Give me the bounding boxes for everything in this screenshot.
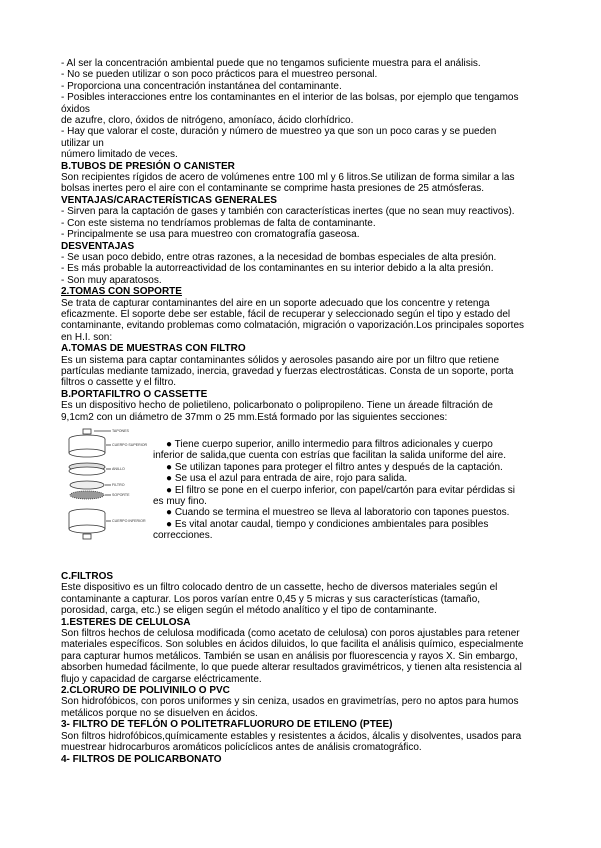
paragraph-line: flujo y capacidad de cargarse eléctricamente. xyxy=(61,673,262,685)
heading-cfiltros: C.FILTROS xyxy=(61,571,114,582)
paragraph-line: filtros o cassette y el filtro. xyxy=(61,377,177,389)
paragraph-line: materiales específicos. Son solubles en ácidos diluidos, lo que facilita el análisis químico, especialmente xyxy=(61,639,524,651)
list-item: ● Se utilizan tapones para proteger el filtro antes y después de la captación. xyxy=(166,461,503,473)
list-item: ● Es vital anotar caudal, tiempo y condiciones ambientales para posibles xyxy=(166,518,489,530)
list-item: ● El filtro se pone en el cuerpo inferior, con papel/cartón para evitar pérdidas si xyxy=(166,484,516,496)
paragraph-line: Este dispositivo es un filtro colocado dentro de un cassette, hecho de diversos materiales según el xyxy=(61,582,498,594)
paragraph-line: partículas mediante tamizado, inercia, gravedad y fuerzas electrostáticas. Consta de un soporte, porta xyxy=(61,365,514,377)
paragraph-line: bolsas inertes pero el aire con el contaminante se comprime hasta presiones de 25 atmósferas. xyxy=(61,183,485,195)
paragraph-line: Se trata de capturar contaminantes del aire en un soporte adecuado que los concentre y retenga xyxy=(61,297,490,309)
paragraph-line: - Con este sistema no tendríamos problemas de falta de contaminante. xyxy=(61,217,376,229)
list-item: ● Tiene cuerpo superior, anillo intermedio para filtros adicionales y cuerpo xyxy=(166,439,493,450)
heading-tubos: B.TUBOS DE PRESIÓN O CANISTER xyxy=(61,160,235,172)
paragraph-line: porosidad, carga, etc.) se eligen según el método analítico y el tipo de contaminante. xyxy=(61,605,437,617)
heading-policarbonato: 4- FILTROS DE POLICARBONATO xyxy=(61,753,222,765)
heading-ventajas: VENTAJAS/CARACTERÍSTICAS GENERALES xyxy=(61,194,277,206)
paragraph-line: Son filtros hechos de celulosa modificada (como acetato de celulosa) con poros ajustables para retener xyxy=(61,628,520,640)
paragraph-line: muestrear hidrocarburos aromáticos policíclicos antes de análisis cromatográfico. xyxy=(61,742,422,754)
heading-portafiltro: B.PORTAFILTRO O CASSETTE xyxy=(61,388,208,400)
cassette-bullet-list xyxy=(153,439,541,542)
paragraph-line: - Se usan poco debido, entre otras razones, a la necesidad de bombas especiales de alta presión. xyxy=(61,251,497,263)
text-column xyxy=(61,58,539,765)
figure-label: SOPORTE xyxy=(112,493,130,497)
paragraph-line: eficazmente. El soporte debe ser estable, fácil de recuperar y seleccionado según el tipo y estado del xyxy=(61,308,511,320)
heading-ptee: 3- FILTRO DE TEFLÓN O POLITETRAFLUORURO DE ETILENO (PTEE) xyxy=(61,719,393,731)
list-item: es muy fino. xyxy=(153,496,207,508)
paragraph-line: contaminante, evitando problemas como colmatación, migración o vaporización.Los principales soportes xyxy=(61,320,525,332)
intro-line: utilizar un xyxy=(61,137,104,149)
paragraph-line: absorben humedad fácilmente, lo que puede alterar resultados gravimétricos, y tienen alta resistencia al xyxy=(61,662,522,674)
figure-label: ANILLO xyxy=(112,467,125,471)
intro-line: de azufre, cloro, óxidos de nitrógeno, amoníaco, ácido clorhídrico. xyxy=(61,115,354,127)
paragraph-line: Es un sistema para captar contaminantes sólidos y aerosoles pasando aire por un filtro que retiene xyxy=(61,354,500,366)
paragraph-line: contaminante a capturar. Los poros varían entre 0,45 y 5 micras y sus características (tamaño, xyxy=(61,593,481,605)
intro-line: - Hay que valorar el coste, duración y número de muestreo ya que son un poco caras y se pueden xyxy=(61,126,497,138)
heading-pvc: 2.CLORURO DE POLIVINILO O PVC xyxy=(61,685,230,697)
intro-list xyxy=(61,58,539,161)
paragraph-line: 9,1cm2 con un diámetro de 37mm o 25 mm.Está formado por las siguientes secciones: xyxy=(61,411,448,423)
list-item: ● Se usa el azul para entrada de aire, rojo para salida. xyxy=(166,473,408,485)
paragraph-line: Son hidrofóbicos, con poros uniformes y sin ceniza, usados en gravimetrías, pero no aptos para humos xyxy=(61,696,519,708)
paragraph-line: Son recipientes rígidos de acero de volúmenes entre 100 ml y 6 litros.Se utilizan de forma similar a las xyxy=(61,172,515,184)
cap-shape xyxy=(83,429,91,434)
figure-label: TAPONES xyxy=(112,429,129,433)
intro-line: número limitado de veces. xyxy=(61,149,178,161)
figure-label: CUERPO INFERIOR xyxy=(112,519,146,523)
intro-line: - Proporciona una concentración instantánea del contaminante. xyxy=(61,80,342,92)
intro-line: - Posibles interacciones entre los contaminantes en el interior de las bolsas, por ejemplo que tengamos xyxy=(61,92,519,104)
paragraph-line: - Son muy aparatosos. xyxy=(61,274,162,286)
heading-esteres: 1.ESTERES DE CELULOSA xyxy=(61,616,191,628)
figure-label: FILTRO xyxy=(112,483,125,487)
paragraph-line: - Sirven para la captación de gases y también con características inertes (que no sean muy reactivos). xyxy=(61,206,515,218)
figure-label: CUERPO SUPERIOR xyxy=(112,443,148,447)
list-item: inferior de salida,que cuenta con estrías que facilitan la salida uniforme del aire. xyxy=(153,450,506,462)
intro-line: óxidos xyxy=(61,103,90,115)
paragraph-line: en H.I. son: xyxy=(61,331,113,343)
paragraph-line: para capturar humos metálicos. También se usan en análisis por fluorescencia y rayos X. Sin embargo, xyxy=(61,650,518,662)
heading-tomas: 2.TOMAS CON SOPORTE xyxy=(61,286,182,298)
paragraph-line: metálicos porque no se disuelven en ácidos. xyxy=(61,707,258,719)
list-item: ● Cuando se termina el muestreo se lleva al laboratorio con tapones puestos. xyxy=(166,507,510,519)
intro-line: - Al ser la concentración ambiental puede que no tengamos suficiente muestra para el análisis. xyxy=(61,58,481,69)
cassette-diagram-figure xyxy=(61,427,156,557)
cassette-section xyxy=(61,423,539,571)
heading-desventajas: DESVENTAJAS xyxy=(61,240,135,252)
paragraph-line: Es un dispositivo hecho de polietileno, policarbonato o polipropileno. Tiene un áreade filtración de xyxy=(61,400,493,412)
intro-line: - No se pueden utilizar o son poco prácticos para el muestreo personal. xyxy=(61,69,378,81)
paragraph-line: - Es más probable la autorreactividad de los contaminantes en su interior debido a la alta presión. xyxy=(61,263,494,275)
list-item: correcciones. xyxy=(153,530,213,542)
paragraph-line: - Principalmente se usa para muestreo con cromatografía gaseosa. xyxy=(61,229,360,241)
paragraph-line: Son filtros hidrofóbicos,químicamente estables y resistentes a ácidos, álcalis y disolventes, usados para xyxy=(61,730,522,742)
heading-filtro: A.TOMAS DE MUESTRAS CON FILTRO xyxy=(61,343,246,355)
